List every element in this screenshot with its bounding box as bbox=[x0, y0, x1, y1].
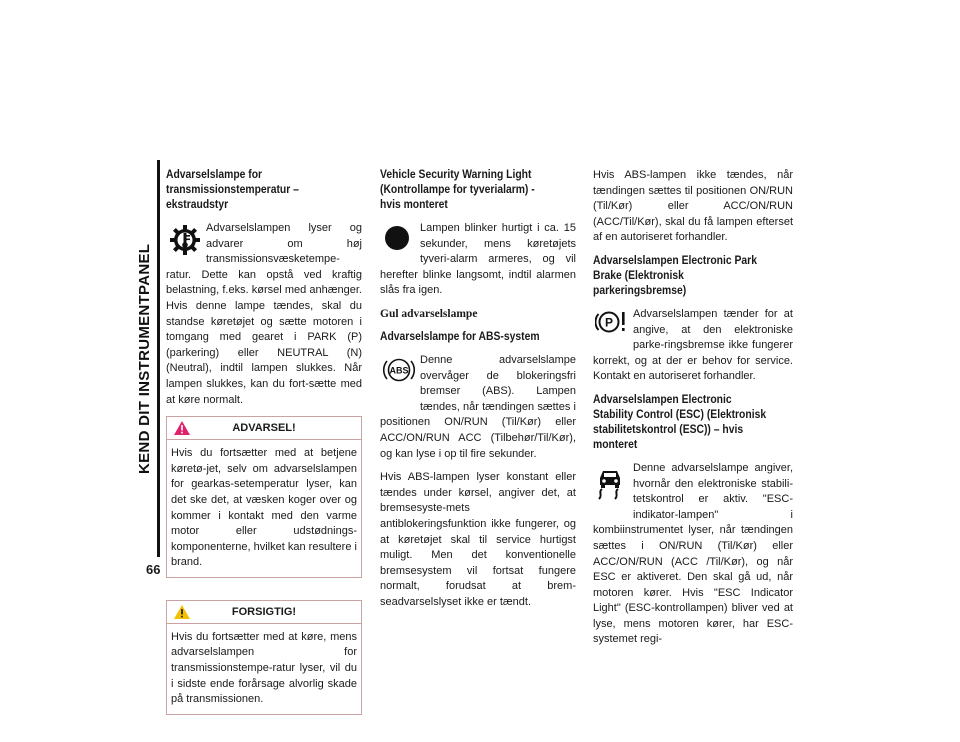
column-2 bbox=[380, 168, 576, 618]
abs-text-2: Hvis ABS-lampen lyser konstant eller tændes under kørsel, angiver det, at bremsesyste-mets antiblokeringsfunktion ikke fungerer, og at køretøjet skal til service hurtigst muligt. Men det konventionelle bremsesystem vil fortsat fungere normalt, forudsat at brem-seadvarselslyset ikke er tændt. bbox=[380, 471, 576, 608]
transmission-temperature-icon bbox=[166, 221, 206, 265]
abs-icon-label: ABS bbox=[389, 365, 409, 376]
abs-text-3: Hvis ABS-lampen ikke tændes, når tændingen sættes til positionen ON/RUN (Til/Kør) eller ACC/ON/RUN (ACC/Til/Kør), skal du få lampen efterset af en autoriseret forhandler. bbox=[593, 169, 793, 244]
transmission-temp-heading: Advarselslampe for transmissionstemperatur – ekstraudstyr bbox=[166, 169, 299, 211]
amber-section-heading: Gul advarselslampe bbox=[380, 307, 478, 320]
warning-triangle-icon bbox=[173, 420, 191, 436]
warning-title: ADVARSEL! bbox=[232, 422, 296, 435]
chapter-divider bbox=[157, 160, 160, 557]
epb-heading: Advarselslampen Electronic Park Brake (Elektronisk parkeringsbremse) bbox=[593, 254, 757, 297]
column-3 bbox=[593, 168, 793, 648]
security-light-icon bbox=[380, 221, 420, 265]
page-number: 66 bbox=[146, 562, 161, 577]
security-section bbox=[380, 221, 576, 299]
chapter-side-title: KEND DIT INSTRUMENTPANEL bbox=[136, 243, 153, 475]
warning-text: Hvis du fortsætter med at betjene køretø-jet, selv om advarselslampen for gearkas-setemperatur lyser, kan det ske det, at væsken koger over og kommer i kontakt med den varme motor eller udstødnings-komponenterne, hvilket kan resultere i brand. bbox=[171, 447, 357, 569]
epb-text: Advarselslampen tænder for at angive, at den elektroniske parke-ringsbremse ikke fungerer korrekt, og at der er behov for service. Kontakt en autoriseret forhandler. bbox=[593, 307, 793, 383]
security-text: Lampen blinker hurtigt i ca. 15 sekunder, mens køretøjets tyveri-alarm armeres, og vil herefter blinke langsomt, indtil alarmen slås fra igen. bbox=[380, 222, 576, 297]
esc-section bbox=[593, 461, 793, 648]
abs-section bbox=[380, 353, 576, 462]
caution-title: FORSIGTIG! bbox=[231, 605, 297, 618]
caution-text: Hvis du fortsætter med at køre, mens advarselslampen for transmissionstempe-ratur lyser, vil du i sidste ende forårsage alvorlig skade på transmissionen. bbox=[171, 630, 357, 706]
esc-text: Denne advarselslampe angiver, hvornår den elektroniske stabili-tetskontrol er aktiv. "ESC-indikator-lampen" i kombiinstrumentet lyser, når tændingen sættes i ON/RUN (Til/Kør) eller ACC/ON/RUN (ACC /Til/Kør), og når ESC er aktiveret. Den skal gå ud, når motoren kører. Hvis "ESC Indicator Light" (ESC-kontrollampen) bliver ved at lyse, mens motoren kører, har ESC-systemet regi- bbox=[593, 461, 793, 646]
transmission-temp-section bbox=[166, 221, 362, 408]
column-1 bbox=[166, 168, 362, 725]
abs-heading: Advarselslampe for ABS-system bbox=[380, 330, 540, 343]
security-heading: Vehicle Security Warning Light (Kontrollampe for tyverialarm) - hvis monteret bbox=[380, 169, 535, 211]
esc-heading: Advarselslampen Electronic Stability Control (ESC) (Elektronisk stabilitetskontrol (ESC)) – hvis monteret bbox=[593, 393, 767, 451]
esc-skid-car-icon bbox=[593, 461, 633, 511]
parking-brake-icon bbox=[593, 307, 633, 351]
epb-section bbox=[593, 307, 793, 385]
abs-icon bbox=[380, 353, 420, 403]
caution-triangle-icon bbox=[173, 604, 191, 620]
caution-box bbox=[166, 600, 362, 715]
caution-box-header bbox=[167, 601, 361, 624]
transmission-temp-text: Advarselslampen lyser og advarer om høj transmissionsvæsketempe-ratur. Dette kan opstå ved kraftig belastning, f.eks. kørsel med anhænger. Hvis denne lampe tændes, skal du standse køretøjet og sætte motoren i tomgang med gearet i PARK (P) (parkering) eller NEUTRAL (N) (Neutral), indtil lampen slukkes. Når lampen slukkes, kan du fort-sætte med at køre normalt. bbox=[166, 222, 362, 406]
svg-text:P: P bbox=[604, 315, 614, 330]
abs-text: Denne advarselslampe overvåger de blokeringsfri bremser (ABS). Lampen tændes, når tændingen sættes i positionen ON/RUN (Til/Kør) eller ACC/ON/RUN ACC (Tilbehør/Til/Kør), og kan lyse i op til fire sekunder. bbox=[380, 353, 576, 460]
warning-box-header bbox=[167, 417, 361, 440]
warning-box bbox=[166, 416, 362, 578]
